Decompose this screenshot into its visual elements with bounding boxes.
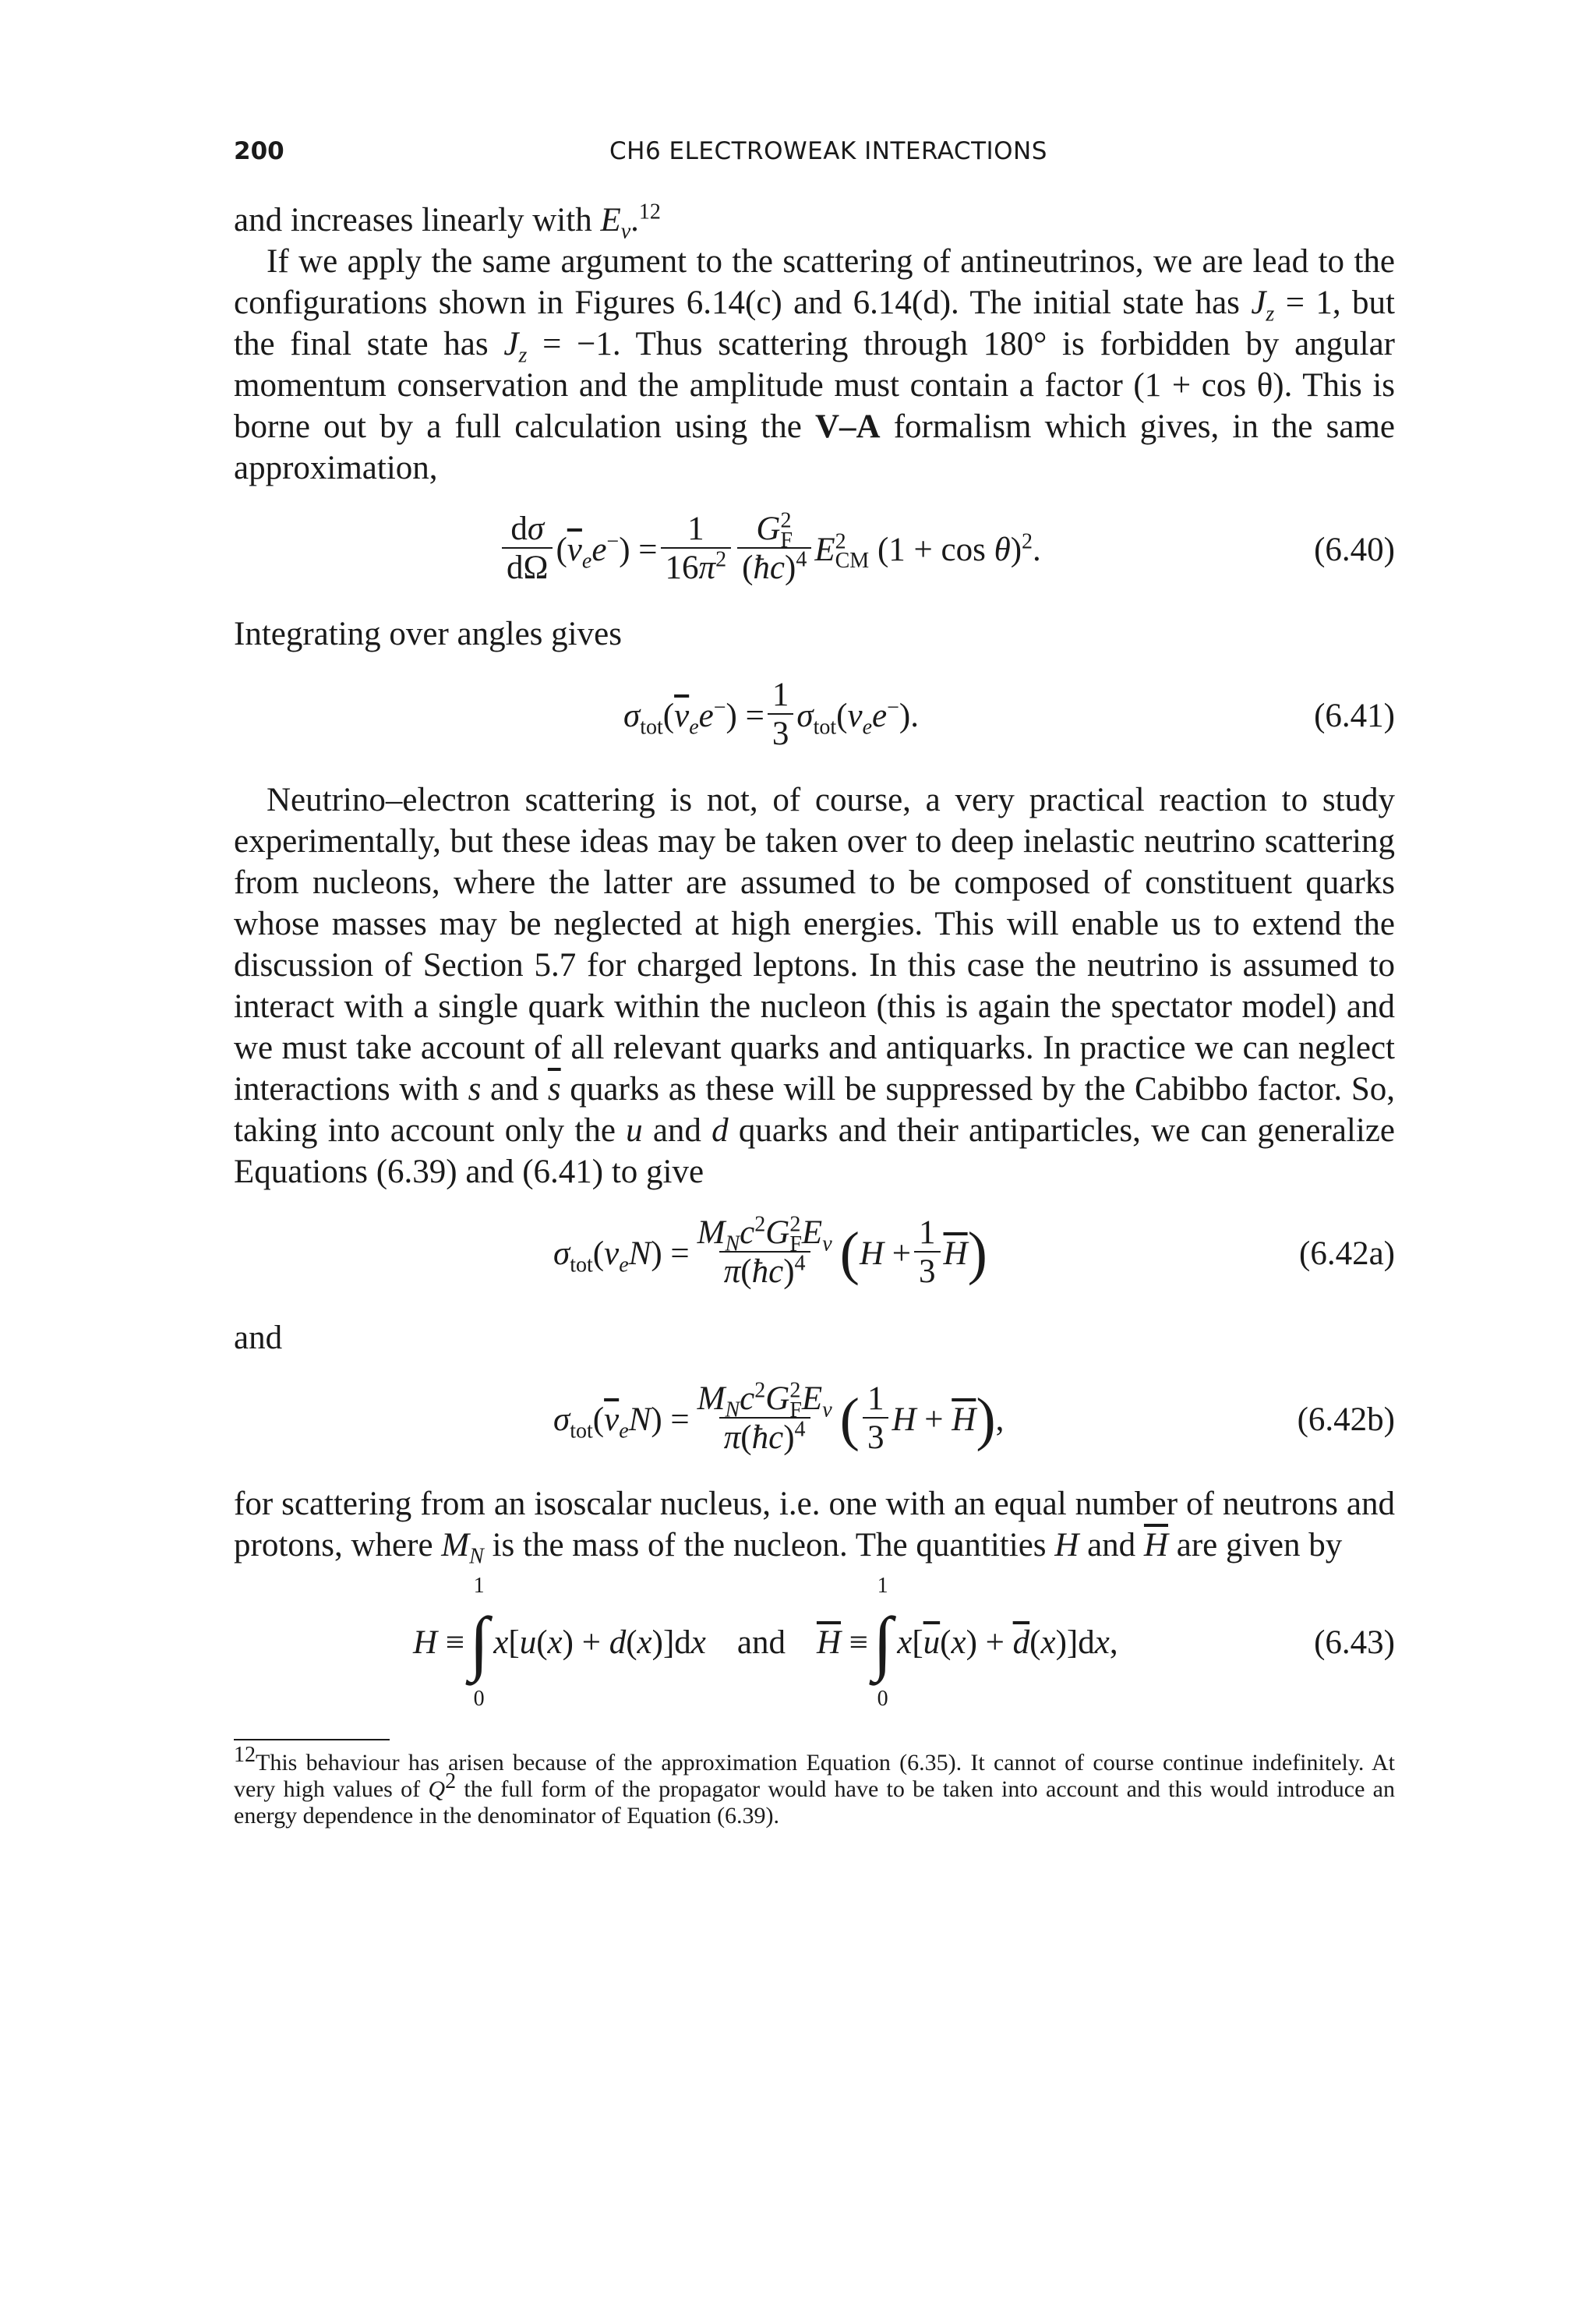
paragraph-4: Neutrino–electron scattering is not, of course, a very practical reaction to study experimentally, but these ideas may be taken over to deep inelastic neutrino scattering from nucleons, where the latter are assumed to be composed of constituent quarks whose masses may be neglected at high energies. This will enable us to extend the discussion of Section 5.7 for charged leptons. In this case the neutrino is assumed to interact with a single quark within the nucleon (this is again the spectator model) and we must take account of all relevant quarks and antiquarks. In practice we can neglect interactions with s and $\overline{s}$ quarks as these will be suppressed by the Cabibbo factor. So, taking into account only the u and d quarks and their antiparticles, we can generalize Equations (6.39) and (6.41) to give [234,782,1395,1190]
equation-6-43-math: H ≡ 1 ∫ 0 x[u(x) + d(x)]dx and $\overline{H}$ ≡ 1 ∫ 0 $x[\overline{u}(x) + \overline{d}(x)]dx$, [413,1574,1118,1711]
equation-number: (6.40) [1314,531,1395,568]
footnote: $^{12}$This behaviour has arisen because of the approximation Equation (6.35). It cannot of course continue indefinitely. At very high values of $Q^2$ the full form of the propagator would have to be taken into account and this would introduce an energy dependence in the denominator of Equation (6.39). [234,1743,1395,1829]
equation-6-40 [234,503,1395,596]
equation-6-43 [234,1574,1395,1711]
paragraph-1: and increases linearly with $E_\nu.^{12}$ [234,200,661,244]
chapter-title: CH6 ELECTROWEAK INTERACTIONS [609,137,1047,165]
equation-number: (6.42b) [1297,1401,1395,1438]
equation-6-41 [234,669,1395,762]
equation-6-42b [234,1373,1395,1466]
equation-number: (6.43) [1314,1624,1395,1661]
and-word: and [736,1624,786,1661]
footnote-rule [234,1739,390,1740]
paragraph-5: and [234,1320,283,1356]
equation-6-41-math: $\sigma_{tot}(\overline{\nu}_ee^-)$ = $\frac{1}{3}$ $\sigma_{tot}(\nu_ee^-)$. [623,677,919,752]
footnote-mark: 12 [638,200,661,224]
equation-6-42a [234,1207,1395,1300]
va-bold: V–A [814,408,881,445]
paragraph-3: Integrating over angles gives [234,616,622,652]
running-header [234,137,1395,171]
equation-number: (6.41) [1314,697,1395,734]
paragraph-2: If we apply the same argument to the scattering of antineutrinos, we are lead to the configurations shown in Figures 6.14(c) and 6.14(d). The initial state has $J_z = 1$, but the final state has $J_z = -1$. Thus scattering through 180° is forbidden by angular momentum conservation and the amplitude must contain a factor (1 + cos θ). This is borne out by a full calculation using the V–A formalism which gives, in the same approximation, [234,243,1396,486]
page-body [234,200,1395,1829]
page-number: 200 [234,137,284,165]
equation-6-40-math: $\frac{d\sigma}{d\Omega}$ $(\overline{\nu}_ee^-)$ = $\frac{1}{16\pi^2}$ $\frac{G^2_F}{(ħc)^4}$ $E^2_{CM}$ $(1 + \cos \theta)^2$. [499,503,1041,596]
equation-6-42b-math: $\sigma_{tot}(\overline{\nu}_eN)$ = $\frac{M_Nc^2G^2_FE_\nu}{\pi(ħc)^4}$ ( $\frac{1}{3}$ $H + \overline{H}$ ) , [553,1378,1005,1456]
equation-number: (6.42a) [1299,1235,1395,1272]
equation-6-42a-math: $\sigma_{tot}(\nu_eN)$ = $\frac{M_Nc^2G^2_FE_\nu}{\pi(ħc)^4}$ ( H + $\frac{1}{3}$ $\overline{H}$ ) [553,1212,987,1290]
paragraph-6: for scattering from an isoscalar nucleus, i.e. one with an equal number of neutrons and protons, where $M_N$ is the mass of the nucleon. The quantities H and $\overline{H}$ are given by [234,1486,1395,1569]
